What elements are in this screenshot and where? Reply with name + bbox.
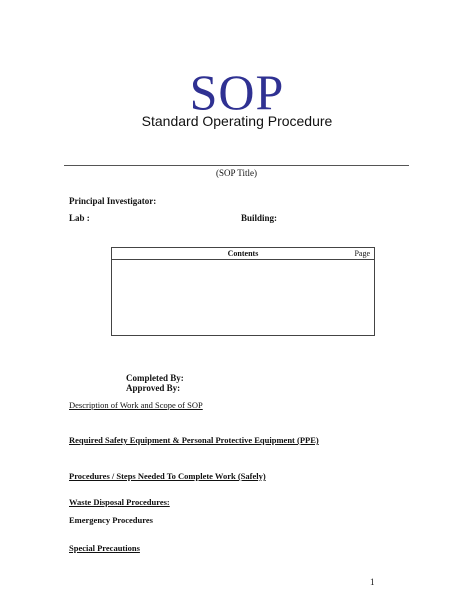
sop-logo: SOP xyxy=(189,64,285,120)
document-subtitle: Standard Operating Procedure xyxy=(141,113,333,129)
section-special-precautions: Special Precautions xyxy=(69,543,140,553)
section-ppe: Required Safety Equipment & Personal Protective Equipment (PPE) xyxy=(69,435,319,445)
section-emergency: Emergency Procedures xyxy=(69,515,153,525)
sop-title-placeholder: (SOP Title) xyxy=(216,168,257,178)
section-waste-disposal: Waste Disposal Procedures: xyxy=(69,497,170,507)
page-number: 1 xyxy=(370,577,375,587)
approved-by-label: Approved By: xyxy=(126,383,181,393)
page-column-label: Page xyxy=(354,249,370,258)
title-divider xyxy=(64,165,409,166)
building-label: Building: xyxy=(241,213,278,223)
section-procedures: Procedures / Steps Needed To Complete Work (Safely) xyxy=(69,471,266,481)
lab-label: Lab : xyxy=(69,213,90,223)
contents-table xyxy=(111,247,375,336)
contents-column-label: Contents xyxy=(227,249,259,258)
completed-by-label: Completed By: xyxy=(126,373,184,383)
section-description: Description of Work and Scope of SOP xyxy=(69,400,203,410)
principal-investigator-label: Principal Investigator: xyxy=(69,196,157,206)
contents-table-header xyxy=(112,248,374,260)
